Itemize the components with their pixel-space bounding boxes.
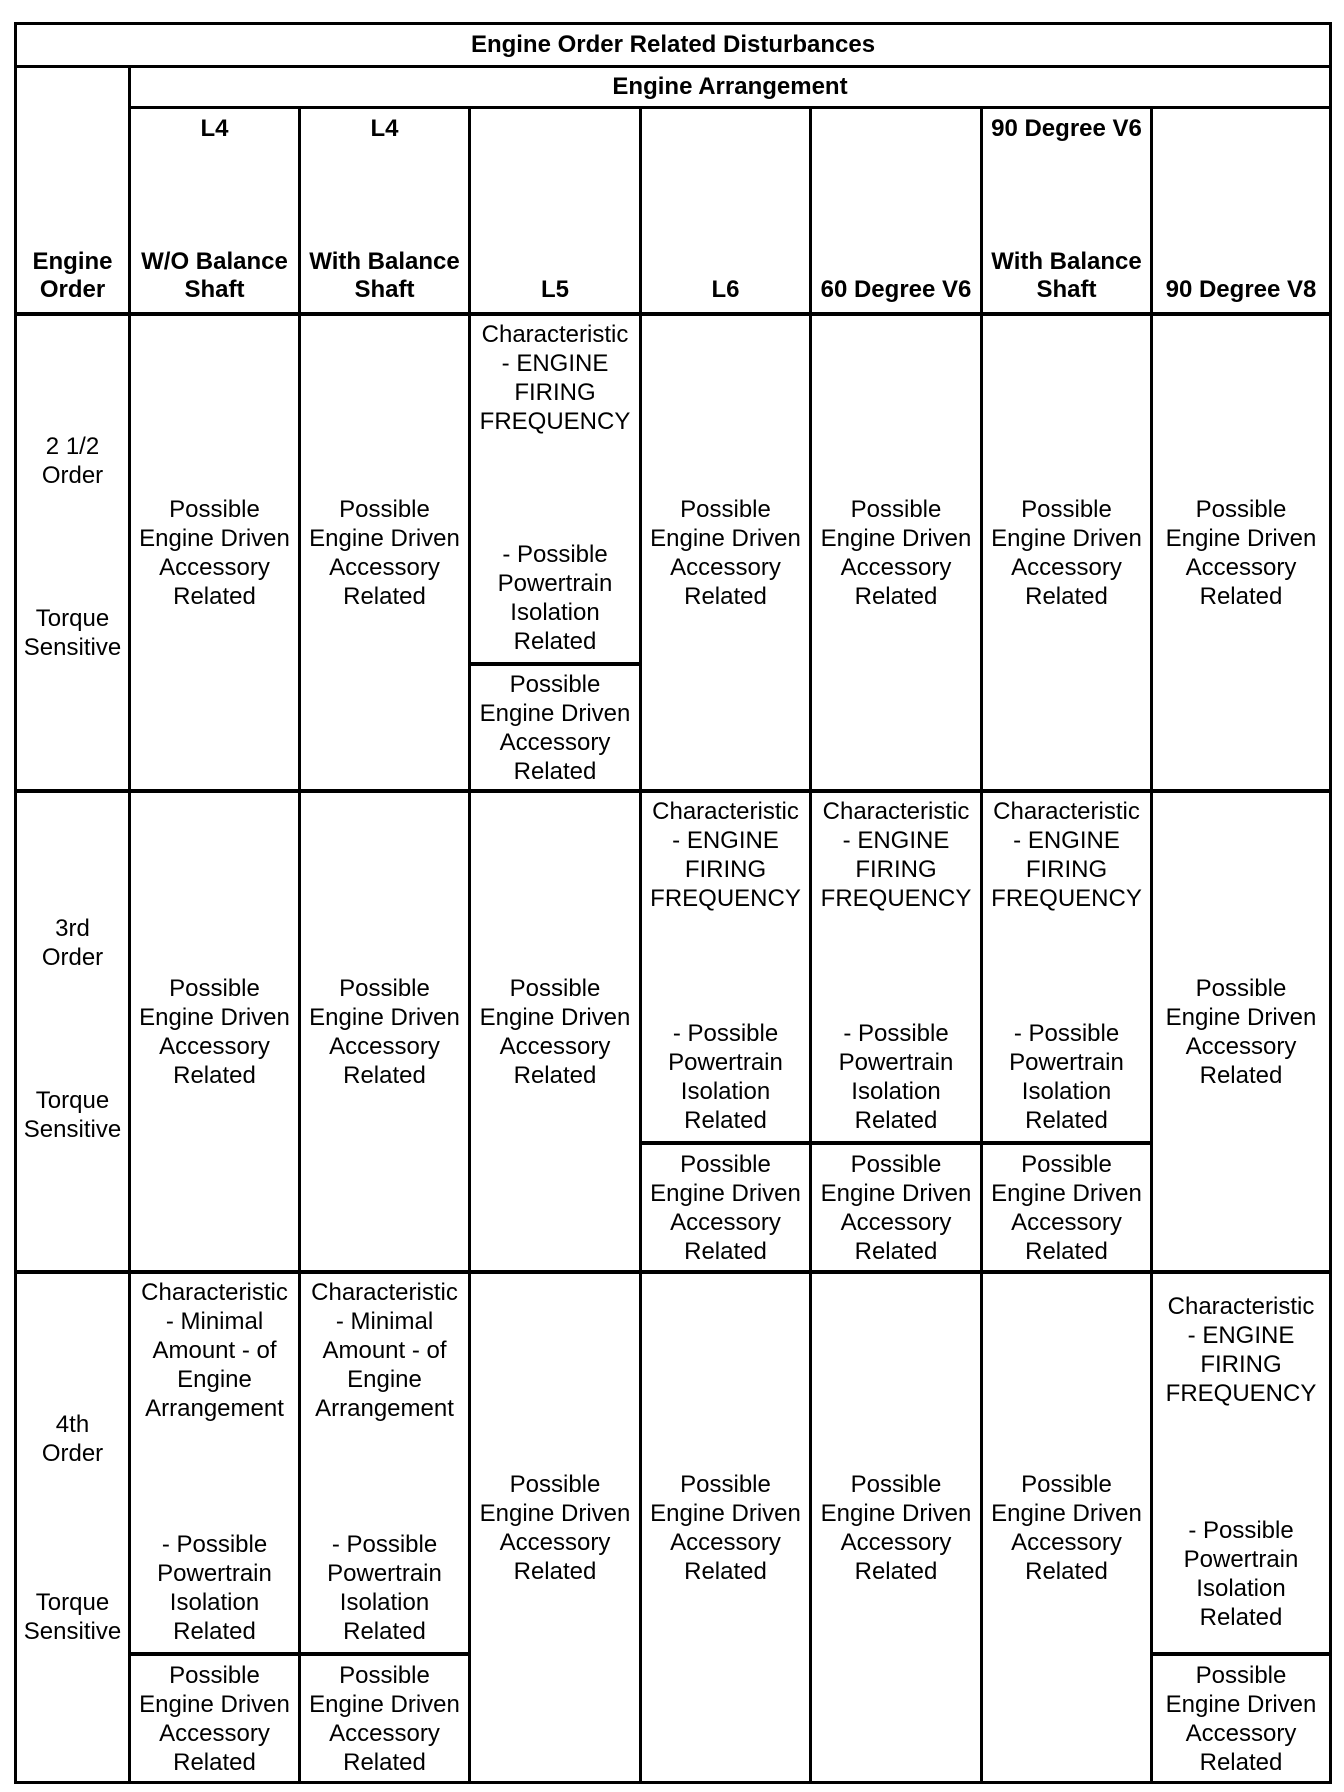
cell-text-characteristic: Characteristic - ENGINE FIRING FREQUENCY	[991, 798, 1142, 912]
row-order-label: 3rd Order	[41, 915, 104, 971]
column-header-90-degree-v8	[1153, 109, 1329, 312]
column-header-bottom: 90 Degree V8	[1165, 276, 1317, 303]
cell-text: Possible Engine Driven Accessory Related	[1165, 974, 1317, 1089]
table-cell	[1153, 1656, 1329, 1781]
column-header-l5	[471, 109, 639, 312]
cell-text: Possible Engine Driven Accessory Related	[139, 974, 290, 1089]
table-cell	[1153, 316, 1329, 789]
table-title	[17, 25, 1329, 65]
row-order-label: 4th Order	[41, 1411, 104, 1467]
cell-text-characteristic: Characteristic - Minimal Amount - of Engine Arrangement	[311, 1279, 458, 1422]
cell-text: Possible Engine Driven Accessory Related	[479, 670, 631, 785]
table-cell	[642, 316, 809, 789]
cell-text-isolation: - Possible Powertrain Isolation Related	[327, 1531, 442, 1645]
engine-order-header-text: Engine Order	[32, 248, 113, 303]
table-cell	[131, 1274, 298, 1652]
column-header-bottom: L6	[711, 276, 740, 303]
cell-text-isolation: - Possible Powertrain Isolation Related	[157, 1531, 272, 1645]
table-cell	[983, 316, 1150, 789]
column-header-bottom: L5	[540, 276, 569, 303]
column-header-top: L4	[370, 115, 399, 142]
cell-text-characteristic: Characteristic - ENGINE FIRING FREQUENCY	[479, 321, 631, 435]
column-header-l4-with-balance	[301, 109, 468, 312]
cell-text: Possible Engine Driven Accessory Related	[650, 1150, 801, 1265]
table-cell	[812, 316, 980, 789]
table-cell	[642, 1145, 809, 1270]
column-header-bottom: W/O Balance Shaft	[141, 248, 288, 303]
cell-text-characteristic: Characteristic - ENGINE FIRING FREQUENCY	[820, 798, 972, 912]
cell-text: Possible Engine Driven Accessory Related	[479, 974, 631, 1089]
table-cell	[131, 1656, 298, 1781]
arrangement-header	[131, 68, 1329, 106]
cell-text: Possible Engine Driven Accessory Related	[1165, 495, 1317, 610]
row-header-2-5-order	[17, 432, 128, 662]
cell-text-isolation: - Possible Powertrain Isolation Related	[497, 541, 613, 655]
table-cell	[471, 666, 639, 789]
table-cell	[131, 316, 298, 789]
cell-text: Possible Engine Driven Accessory Related	[309, 495, 460, 610]
cell-text: Possible Engine Driven Accessory Related	[820, 495, 972, 610]
cell-text: Possible Engine Driven Accessory Related	[1165, 1661, 1317, 1776]
arrangement-header-text: Engine Arrangement	[612, 73, 848, 100]
table-cell	[301, 1274, 468, 1652]
table-cell	[983, 793, 1150, 1141]
row-sensitivity-label: Torque Sensitive	[23, 605, 122, 661]
table-cell	[642, 1274, 809, 1781]
table-cell	[812, 793, 980, 1141]
cell-text: Possible Engine Driven Accessory Related	[991, 495, 1142, 610]
table-cell	[301, 316, 468, 789]
cell-text: Possible Engine Driven Accessory Related	[139, 1661, 290, 1776]
cell-text-characteristic: Characteristic - Minimal Amount - of Engine Arrangement	[141, 1279, 288, 1422]
column-header-l6	[642, 109, 809, 312]
cell-text-characteristic: Characteristic - ENGINE FIRING FREQUENCY	[650, 798, 801, 912]
table-border-right	[1329, 22, 1332, 1784]
cell-text: Possible Engine Driven Accessory Related	[820, 1470, 972, 1585]
column-header-l4-wo-balance	[131, 109, 298, 312]
table-cell	[1153, 793, 1329, 1270]
cell-text: Possible Engine Driven Accessory Related	[820, 1150, 972, 1265]
cell-text: Possible Engine Driven Accessory Related	[650, 1470, 801, 1585]
cell-text-isolation: - Possible Powertrain Isolation Related	[1009, 1020, 1124, 1134]
table-cell	[301, 793, 468, 1270]
table-cell	[642, 793, 809, 1141]
table-cell	[471, 1274, 639, 1781]
row-header-4th-order	[17, 1410, 128, 1646]
cell-text: Possible Engine Driven Accessory Related	[309, 974, 460, 1089]
table-cell	[1153, 1274, 1329, 1652]
column-header-top: 90 Degree V6	[991, 115, 1142, 142]
row-sensitivity-label: Torque Sensitive	[23, 1087, 122, 1143]
column-header-bottom: With Balance Shaft	[309, 248, 460, 303]
table-cell	[301, 1656, 468, 1781]
column-header-90-degree-v6	[983, 109, 1150, 312]
engine-order-header	[17, 68, 128, 312]
table-cell	[983, 1274, 1150, 1781]
row-header-3rd-order	[17, 914, 128, 1144]
table-cell	[131, 793, 298, 1270]
cell-text: Possible Engine Driven Accessory Related	[991, 1150, 1142, 1265]
row-order-label: 2 1/2 Order	[41, 433, 104, 489]
cell-text-isolation: - Possible Powertrain Isolation Related	[838, 1020, 954, 1134]
cell-text: Possible Engine Driven Accessory Related	[991, 1470, 1142, 1585]
column-header-bottom: 60 Degree V6	[820, 276, 972, 303]
table-cell	[983, 1145, 1150, 1270]
table-border-bottom	[14, 1781, 1332, 1784]
cell-text-characteristic: Characteristic - ENGINE FIRING FREQUENCY	[1165, 1293, 1317, 1407]
table-cell	[471, 316, 639, 662]
column-header-top: L4	[200, 115, 229, 142]
row-sensitivity-label: Torque Sensitive	[23, 1589, 122, 1645]
table-cell	[812, 1145, 980, 1270]
table-title-text: Engine Order Related Disturbances	[470, 31, 876, 58]
cell-text: Possible Engine Driven Accessory Related	[309, 1661, 460, 1776]
cell-text-isolation: - Possible Powertrain Isolation Related	[668, 1020, 783, 1134]
cell-text-isolation: - Possible Powertrain Isolation Related	[1183, 1517, 1299, 1631]
cell-text: Possible Engine Driven Accessory Related	[139, 495, 290, 610]
column-header-bottom: With Balance Shaft	[991, 248, 1142, 303]
column-header-60-degree-v6	[812, 109, 980, 312]
cell-text: Possible Engine Driven Accessory Related	[479, 1470, 631, 1585]
cell-text: Possible Engine Driven Accessory Related	[650, 495, 801, 610]
table-cell	[812, 1274, 980, 1781]
table-cell	[471, 793, 639, 1270]
